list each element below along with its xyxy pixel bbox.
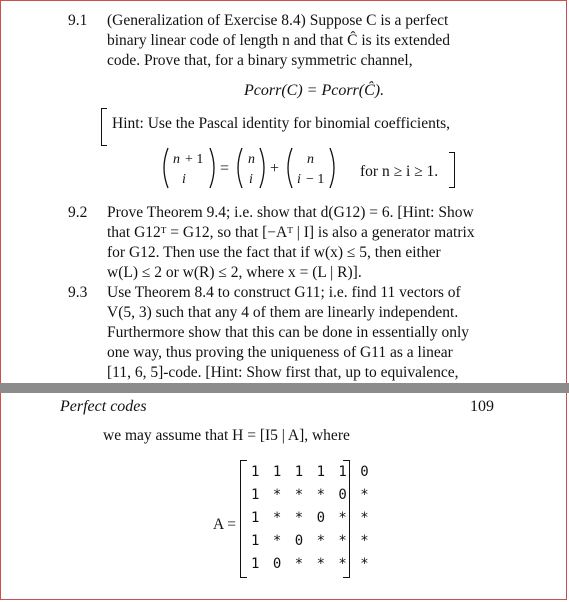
svg-text:− 1: − 1 (306, 172, 325, 187)
exercise-number: 9.2 (68, 204, 88, 221)
hint-text: Hint: Use the Pascal identity for binomial coefficients, (112, 115, 451, 132)
svg-text:+: + (270, 160, 280, 177)
exercise-text-line: Furthermore show that this can be done in essentially only (107, 324, 470, 341)
hint-close-bracket (449, 152, 455, 188)
matrix-row: 1 1 1 1 1 0 (251, 464, 372, 480)
page-separator (0, 383, 569, 393)
exercise-text-line: that G12ᵀ = G12, so that [−Aᵀ | I] is also a generator matrix (107, 224, 475, 241)
svg-text:+ 1: + 1 (185, 152, 204, 167)
exercise-text-line: Prove Theorem 9.4; i.e. show that d(G12) = 6. [Hint: Show (107, 204, 474, 221)
svg-text:=: = (220, 160, 230, 177)
exercise-number: 9.1 (68, 12, 88, 29)
exercise-text-line: (Generalization of Exercise 8.4) Suppose C is a perfect (107, 12, 449, 29)
matrix-left-bracket (240, 460, 247, 578)
svg-text:i: i (297, 172, 301, 187)
exercise-text-line: Use Theorem 8.4 to construct G11; i.e. find 11 vectors of (107, 284, 461, 301)
page-bottom (0, 394, 569, 602)
matrix-label: A = (213, 516, 236, 533)
continuation-text: we may assume that H = [I5 | A], where (103, 427, 350, 444)
pascal-identity (160, 145, 490, 191)
svg-text:i: i (182, 172, 186, 187)
exercise-text-line: code. Prove that, for a binary symmetric channel, (107, 52, 413, 69)
svg-text:n: n (307, 152, 314, 167)
matrix-row: 1 * * * 0 * (251, 487, 372, 503)
matrix-row: 1 * 0 * * * (251, 533, 372, 549)
exercise-text-line: V(5, 3) such that any 4 of them are linearly independent. (107, 304, 459, 321)
matrix-row: 1 0 * * * * (251, 556, 372, 572)
exercise-text-line: for G12. Then use the fact that if w(x) ≤ 5, then either (107, 244, 441, 261)
running-title: Perfect codes (60, 398, 147, 415)
exercise-number: 9.3 (68, 284, 88, 301)
matrix-row: 1 * * 0 * * (251, 510, 372, 526)
page-number: 109 (470, 398, 494, 415)
svg-text:i: i (249, 172, 253, 187)
exercise-text-line: [11, 6, 5]-code. [Hint: Show first that, up to equivalence, (107, 364, 459, 381)
exercise-text-line: w(L) ≤ 2 or w(R) ≤ 2, where x = (L | R)]. (107, 264, 362, 281)
exercise-text-line: binary linear code of length n and that Ĉ is its extended (107, 32, 451, 49)
pascal-condition: for n ≥ i ≥ 1. (360, 163, 439, 180)
hint-open-bracket (101, 108, 107, 146)
display-formula: Pcorr(C) = Pcorr(Ĉ). (244, 82, 385, 99)
svg-text:n: n (248, 152, 255, 167)
exercise-text-line: one way, thus proving the uniqueness of G11 as a linear (107, 344, 453, 361)
svg-text:n: n (173, 152, 180, 167)
